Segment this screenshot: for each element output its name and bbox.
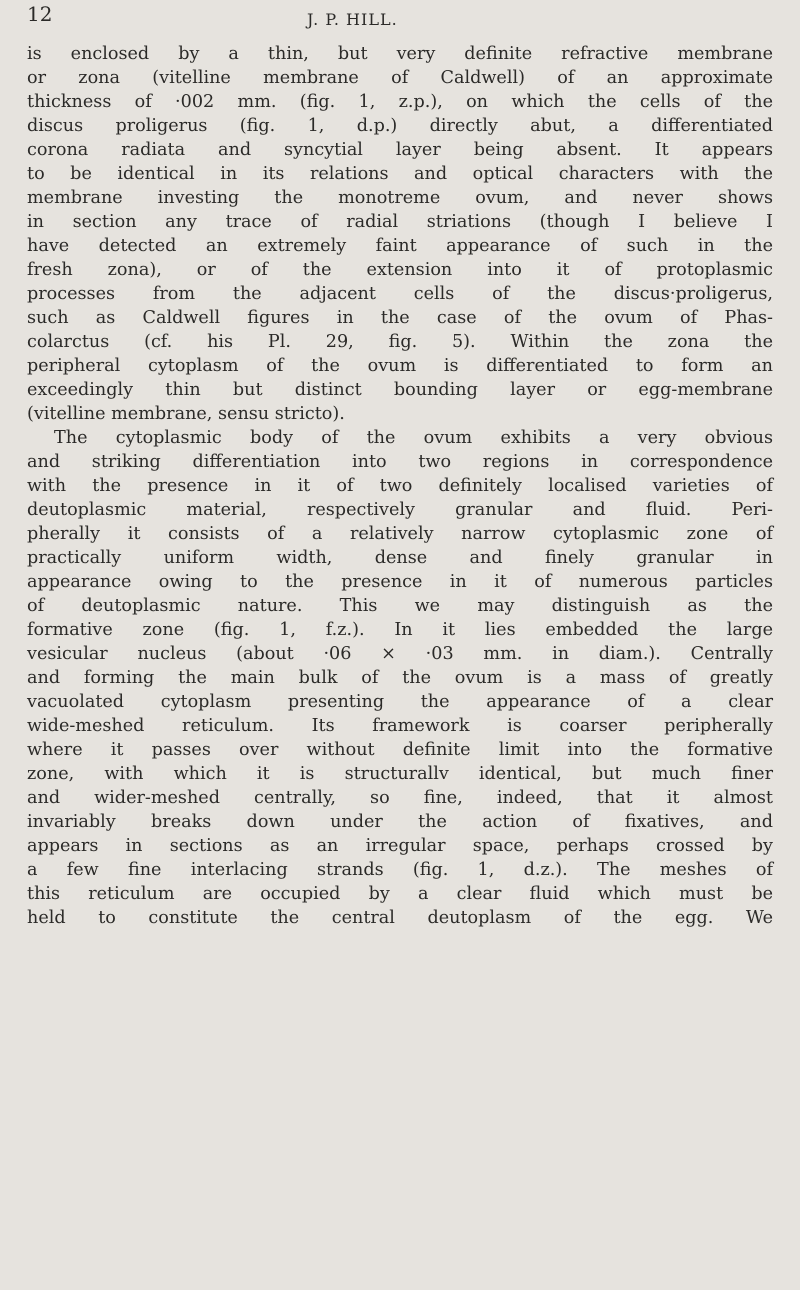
text-line: (vitelline membrane, sensu stricto). xyxy=(27,404,345,424)
text-line: peripheral cytoplasm of the ovum is differentiated to form an xyxy=(27,356,773,376)
text-line: pherally it consists of a relatively narrow cytoplasmic zone of xyxy=(27,524,773,544)
text-line: processes from the adjacent cells of the discus·proligerus, xyxy=(27,284,773,304)
text-line: corona radiata and syncytial layer being absent. It appears xyxy=(27,140,773,160)
text-line: formative zone (fig. 1, f.z.). In it lies embedded the large xyxy=(27,620,773,640)
text-line: with the presence in it of two definitely localised varieties of xyxy=(27,476,773,496)
text-line: wide-meshed reticulum. Its framework is coarser peripherally xyxy=(27,716,773,736)
text-line: held to constitute the central deutoplasm of the egg. We xyxy=(27,908,773,928)
text-line: and striking differentiation into two regions in correspondence xyxy=(27,452,773,472)
text-line: and forming the main bulk of the ovum is a mass of greatly xyxy=(27,668,773,688)
text-line: have detected an extremely faint appearance of such in the xyxy=(27,236,773,256)
text-line: practically uniform width, dense and finely granular in xyxy=(27,548,773,568)
text-line: or zona (vitelline membrane of Caldwell) of an approximate xyxy=(27,68,773,88)
text-line: zone, with which it is structurallv identical, but much finer xyxy=(27,764,773,784)
text-line: such as Caldwell figures in the case of the ovum of Phas- xyxy=(27,308,773,328)
page-header xyxy=(27,2,740,32)
text-line: membrane investing the monotreme ovum, and never shows xyxy=(27,188,773,208)
text-line: appearance owing to the presence in it of numerous particles xyxy=(27,572,773,592)
text-line: and wider-meshed centrally, so fine, indeed, that it almost xyxy=(27,788,773,808)
text-line: appears in sections as an irregular space, perhaps crossed by xyxy=(27,836,773,856)
text-line: fresh zona), or of the extension into it of protoplasmic xyxy=(27,260,773,280)
text-line: where it passes over without definite limit into the formative xyxy=(27,740,773,760)
text-line: is enclosed by a thin, but very definite refractive membrane xyxy=(27,44,773,64)
page-number: 12 xyxy=(27,2,53,26)
text-line: vesicular nucleus (about ·06 × ·03 mm. in diam.). Centrally xyxy=(27,644,773,664)
text-line: in section any trace of radial striations (though I believe I xyxy=(27,212,773,232)
text-line: deutoplasmic material, respectively granular and fluid. Peri- xyxy=(27,500,773,520)
text-line: The cytoplasmic body of the ovum exhibits a very obvious xyxy=(54,428,773,448)
text-line: invariably breaks down under the action of fixatives, and xyxy=(27,812,773,832)
text-line: vacuolated cytoplasm presenting the appearance of a clear xyxy=(27,692,773,712)
text-line: discus proligerus (fig. 1, d.p.) directly abut, a differentiated xyxy=(27,116,773,136)
text-line: of deutoplasmic nature. This we may distinguish as the xyxy=(27,596,773,616)
text-line: a few fine interlacing strands (fig. 1, d.z.). The meshes of xyxy=(27,860,773,880)
running-head: J. P. HILL. xyxy=(307,10,398,29)
text-line: exceedingly thin but distinct bounding layer or egg-membrane xyxy=(27,380,773,400)
text-line: this reticulum are occupied by a clear fluid which must be xyxy=(27,884,773,904)
text-line: to be identical in its relations and optical characters with the xyxy=(27,164,773,184)
text-line: colarctus (cf. his Pl. 29, fig. 5). Within the zona the xyxy=(27,332,773,352)
text-line: thickness of ·002 mm. (fig. 1, z.p.), on which the cells of the xyxy=(27,92,773,112)
